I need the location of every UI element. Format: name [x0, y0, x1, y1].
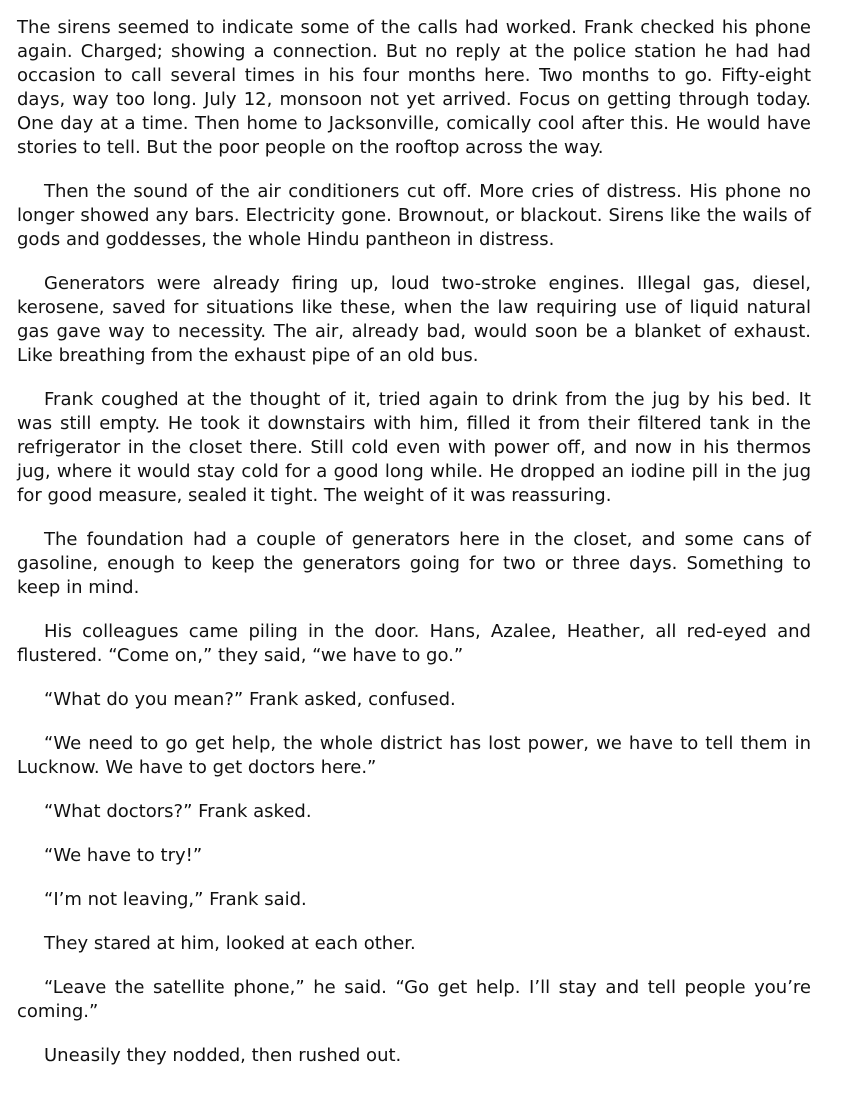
paragraph-3: Generators were already firing up, loud two-stroke engines. Illegal gas, diesel, kerosene, saved for situations like these, when the law requiring use of liquid natural gas gave way to necessity. The air, already bad, would soon be a blanket of exhaust. Like breathing from the exhaust pipe of an old bus.: [17, 273, 811, 366]
paragraph-7: “What do you mean?” Frank asked, confused.: [44, 689, 456, 710]
paragraph-2: Then the sound of the air conditioners cut off. More cries of distress. His phone no longer showed any bars. Electricity gone. Brownout, or blackout. Sirens like the wails of gods and goddesses, the whole Hindu pantheon in distress.: [17, 181, 811, 250]
paragraph-11: “I’m not leaving,” Frank said.: [44, 889, 307, 910]
paragraph-13: “Leave the satellite phone,” he said. “Go get help. I’ll stay and tell people you’re coming.”: [17, 977, 811, 1022]
paragraph-1: The sirens seemed to indicate some of the calls had worked. Frank checked his phone again. Charged; showing a connection. But no reply at the police station he had had occasion to call several times in his four months here. Two months to go. Fifty-eight days, way too long. July 12, monsoon not yet arrived. Focus on getting through today. One day at a time. Then home to Jacksonville, comically cool after this. He would have stories to tell. But the poor people on the rooftop across the way.: [17, 17, 811, 158]
paragraph-14: Uneasily they nodded, then rushed out.: [44, 1045, 402, 1066]
paragraph-8: “We need to go get help, the whole district has lost power, we have to tell them in Lucknow. We have to get doctors here.”: [17, 733, 811, 778]
paragraph-5: The foundation had a couple of generators here in the closet, and some cans of gasoline, enough to keep the generators going for two or three days. Something to keep in mind.: [17, 529, 811, 598]
paragraph-6: His colleagues came piling in the door. Hans, Azalee, Heather, all red-eyed and flustered. “Come on,” they said, “we have to go.”: [17, 621, 811, 666]
paragraph-4: Frank coughed at the thought of it, tried again to drink from the jug by his bed. It was still empty. He took it downstairs with him, filled it from their filtered tank in the refrigerator in the closet there. Still cold even with power off, and now in his thermos jug, where it would stay cold for a good long while. He dropped an iodine pill in the jug for good measure, sealed it tight. The weight of it was reassuring.: [17, 389, 811, 506]
paragraph-9: “What doctors?” Frank asked.: [44, 801, 312, 822]
paragraph-10: “We have to try!”: [44, 845, 203, 866]
document-page: [17, 16, 811, 1088]
paragraph-12: They stared at him, looked at each other.: [44, 933, 416, 954]
